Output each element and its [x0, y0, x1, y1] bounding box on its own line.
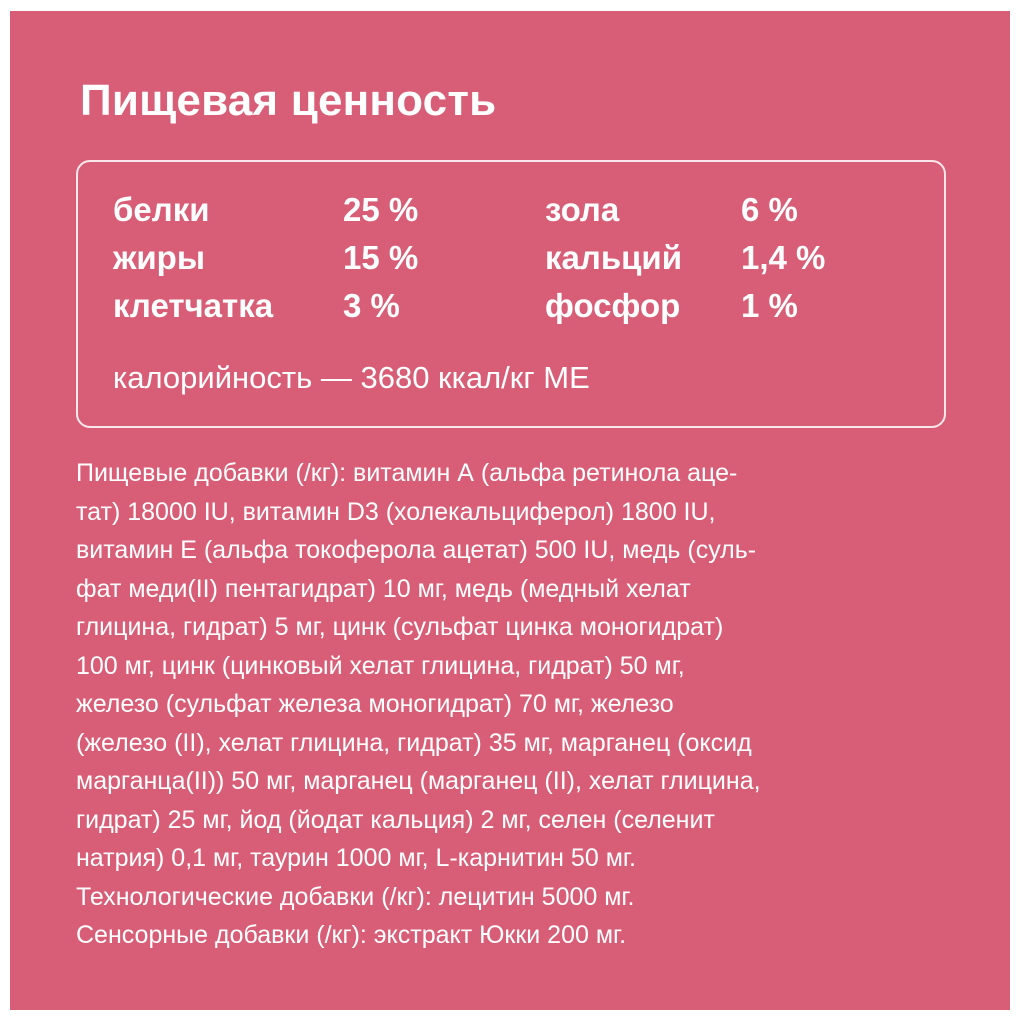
additives-line: Сенсорные добавки (/кг): экстракт Юкки 200 мг.: [76, 921, 627, 949]
additives-text: [76, 454, 976, 955]
nutrient-name-phosphorus: фосфор: [545, 287, 681, 324]
additives-line: (железо (II), хелат глицина, гидрат) 35 мг, марганец (оксид: [76, 728, 752, 757]
nutrient-name-fat: жиры: [113, 239, 206, 276]
additives-line: витамин Е (альфа токоферола ацетат) 500 IU, медь (суль-: [76, 536, 757, 564]
additives-line: гидрат) 25 мг, йод (йодат кальция) 2 мг, селен (селенит: [76, 805, 715, 834]
nutrient-box: [76, 160, 946, 428]
nutrient-value-fiber: 3 %: [343, 287, 400, 324]
additives-line: марганца(II)) 50 мг, марганец (марганец (II), хелат глицина,: [76, 767, 761, 795]
nutrient-name-calcium: кальций: [545, 239, 682, 276]
additives-line: глицина, гидрат) 5 мг, цинк (сульфат цинка моногидрат): [76, 613, 724, 641]
additives-line: тат) 18000 IU, витамин D3 (холекальциферол) 1800 IU,: [76, 497, 716, 526]
nutrient-name-fiber: клетчатка: [113, 287, 274, 324]
additives-line: Технологические добавки (/кг): лецитин 5000 мг.: [76, 882, 635, 911]
nutrient-value-protein: 25 %: [343, 191, 419, 228]
nutrient-name-ash: зола: [545, 191, 620, 228]
additives-line: 100 мг, цинк (цинковый хелат глицина, гидрат) 50 мг,: [76, 651, 685, 680]
additives-line: Пищевые добавки (/кг): витамин А (альфа ретинола аце-: [76, 459, 738, 487]
nutrient-value-phosphorus: 1 %: [741, 287, 798, 324]
additives-line: железо (сульфат железа моногидрат) 70 мг, железо: [76, 690, 674, 718]
nutrient-value-calcium: 1,4 %: [741, 239, 826, 276]
nutrition-panel: [10, 11, 1010, 1010]
additives-line: натрия) 0,1 мг, таурин 1000 мг, L-карнитин 50 мг.: [76, 844, 636, 872]
calorie-content: калорийность — 3680 ккал/кг МЕ: [113, 360, 590, 395]
additives-line: фат меди(II) пентагидрат) 10 мг, медь (медный хелат: [76, 574, 691, 603]
nutrient-value-ash: 6 %: [741, 191, 798, 228]
page-title: Пищевая ценность: [80, 76, 497, 125]
nutrient-name-protein: белки: [113, 191, 210, 228]
nutrient-value-fat: 15 %: [343, 239, 419, 276]
